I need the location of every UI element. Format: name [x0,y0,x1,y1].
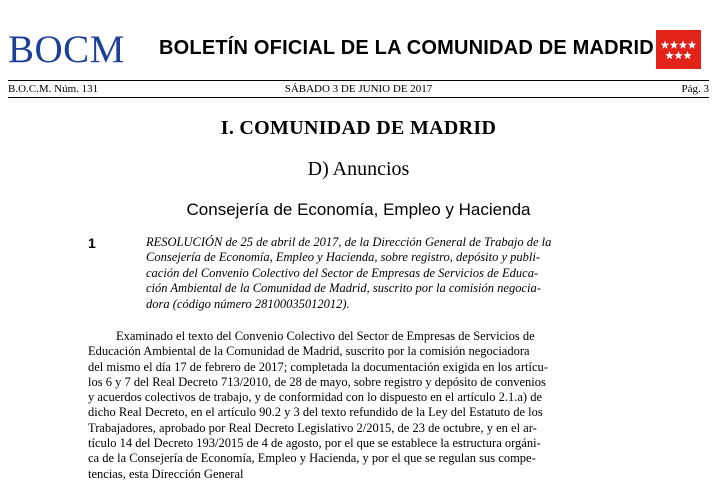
page-number: Pág. 3 [681,83,709,95]
resolution-line: Consejería de Economía, Empleo y Hacienda, sobre registro, depósito y publi- [146,250,541,265]
madrid-flag-icon [656,30,701,69]
department-heading: Consejería de Economía, Empleo y Hacienda [186,200,531,219]
resolution-line: RESOLUCIÓN de 25 de abril de 2017, de la Dirección General de Trabajo de la [146,235,552,249]
body-line: y acuerdos colectivos de trabajo, y de conformidad con lo dispuesto en el artículo 2.1.a) de [88,390,543,405]
issue-number: B.O.C.M. Núm. 131 [8,83,99,95]
header-rule-bottom [8,97,709,98]
resolution-line: dora (código número 28100035012012). [146,296,350,311]
body-line: del mismo el día 17 de febrero de 2017; completada la documentación exigida en los artícu- [88,359,548,374]
body-paragraph [88,329,701,482]
body-line: los 6 y 7 del Real Decreto 713/2010, de 28 de mayo, sobre registro y depósito de convenios [88,374,546,389]
resolution-line: ción Ambiental de la Comunidad de Madrid, suscrito por la comisión negocia- [146,281,541,296]
body-line: Trabajadores, aprobado por Real Decreto Legislativo 2/2015, de 23 de octubre, y en el ar- [88,420,537,435]
body-line: ca de la Consejería de Economía, Empleo y Hacienda, y por el que se regulan sus compe- [88,451,536,466]
issue-date: SÁBADO 3 DE JUNIO DE 2017 [284,83,433,95]
body-line: tencias, esta Dirección General [88,466,244,481]
bulletin-title: BOLETÍN OFICIAL DE LA COMUNIDAD DE MADRID [159,37,654,59]
header-rule-top [8,80,709,81]
bocm-logo: BOCM [8,28,125,71]
body-line: Educación Ambiental de la Comunidad de Madrid, suscrito por la comisión negociadora [88,344,530,359]
item-number: 1 [88,235,96,251]
body-line: Examinado el texto del Convenio Colectivo del Sector de Empresas de Servicios de [116,329,535,343]
resolution-summary [146,235,701,312]
body-line: dicho Real Decreto, en el artículo 90.2 y 3 del texto refundido de la Ley del Estatuto de los [88,405,543,420]
body-line: tículo 14 del Decreto 193/2015 de 4 de agosto, por el que se establece la estructura orgáni- [88,436,541,451]
resolution-line: cación del Convenio Colectivo del Sector de Empresas de Servicios de Educa- [146,265,539,280]
section-title: I. COMUNIDAD DE MADRID [220,117,497,139]
subsection-title: D) Anuncios [307,158,410,180]
